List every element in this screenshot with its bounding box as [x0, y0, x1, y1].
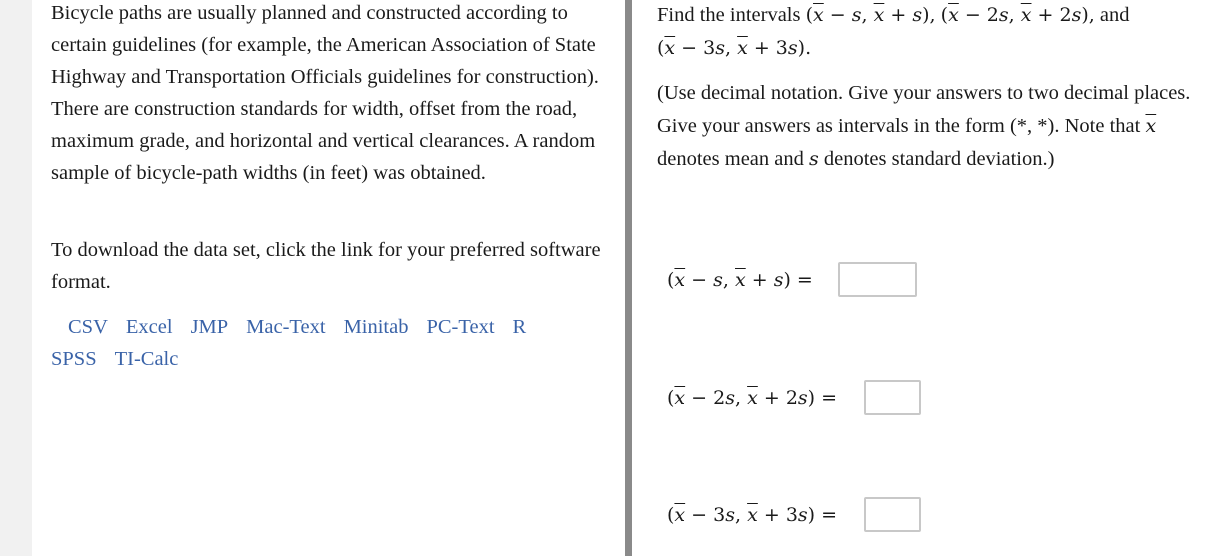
answer-input-2[interactable] [864, 380, 921, 415]
find-prefix: Find the intervals [657, 4, 801, 26]
interval-2-expression: ($\overline{x} - 2s$, $\overline{x} + 2s$), [940, 4, 1095, 26]
answer-label-3: ($\overline{x} - 3s$, $\overline{x} + 3s$) = [667, 503, 838, 526]
link-jmp[interactable]: JMP [190, 316, 229, 338]
xbar-symbol: $\overline{x}$ [1145, 115, 1157, 137]
data-format-links [51, 311, 611, 375]
link-r[interactable]: R [512, 316, 527, 338]
link-ti-calc[interactable]: TI-Calc [114, 348, 179, 370]
left-margin [0, 0, 32, 556]
and-word: and [1099, 4, 1130, 26]
answer-row-3 [667, 497, 921, 532]
link-excel[interactable]: Excel [125, 316, 173, 338]
problem-intro: Bicycle paths are usually planned and constructed according to certain guidelines (for example, the American Association of State Highway and Transportation Officials guidelines for construction). There are construction standards for width, offset from the road, maximum grade, and horizontal and vertical clearances. A random sample of bicycle-path widths (in feet) was obtained. [51, 2, 599, 184]
answer-label-1: ($\overline{x} - s$, $\overline{x} + s$) = [667, 268, 813, 291]
answer-row-2 [667, 380, 921, 415]
answer-input-1[interactable] [838, 262, 917, 297]
interval-3-expression: ($\overline{x} - 3s$, $\overline{x} + 3s$). [657, 37, 812, 59]
answer-label-2: ($\overline{x} - 2s$, $\overline{x} + 2s$) = [667, 386, 838, 409]
s-symbol: s [809, 148, 819, 170]
link-csv[interactable]: CSV [68, 316, 108, 338]
pane-divider[interactable] [625, 0, 632, 556]
link-pc-text[interactable]: PC-Text [426, 316, 495, 338]
download-instructions: To download the data set, click the link for your preferred software format. [51, 239, 601, 293]
interval-1-expression: ($\overline{x} - s$, $\overline{x} + s$), [805, 4, 936, 26]
question-prompt [657, 0, 1197, 65]
answer-format-instructions: (Use decimal notation. Give your answers to two decimal places. Give your answers as intervals in the form (*, *). Note that $\overline{x}$ denotes mean and s denotes standard deviation.) [657, 82, 1191, 170]
answer-row-1 [667, 262, 917, 297]
link-mac-text[interactable]: Mac-Text [246, 316, 326, 338]
link-spss[interactable]: SPSS [51, 348, 97, 370]
answer-input-3[interactable] [864, 497, 921, 532]
link-minitab[interactable]: Minitab [343, 316, 409, 338]
